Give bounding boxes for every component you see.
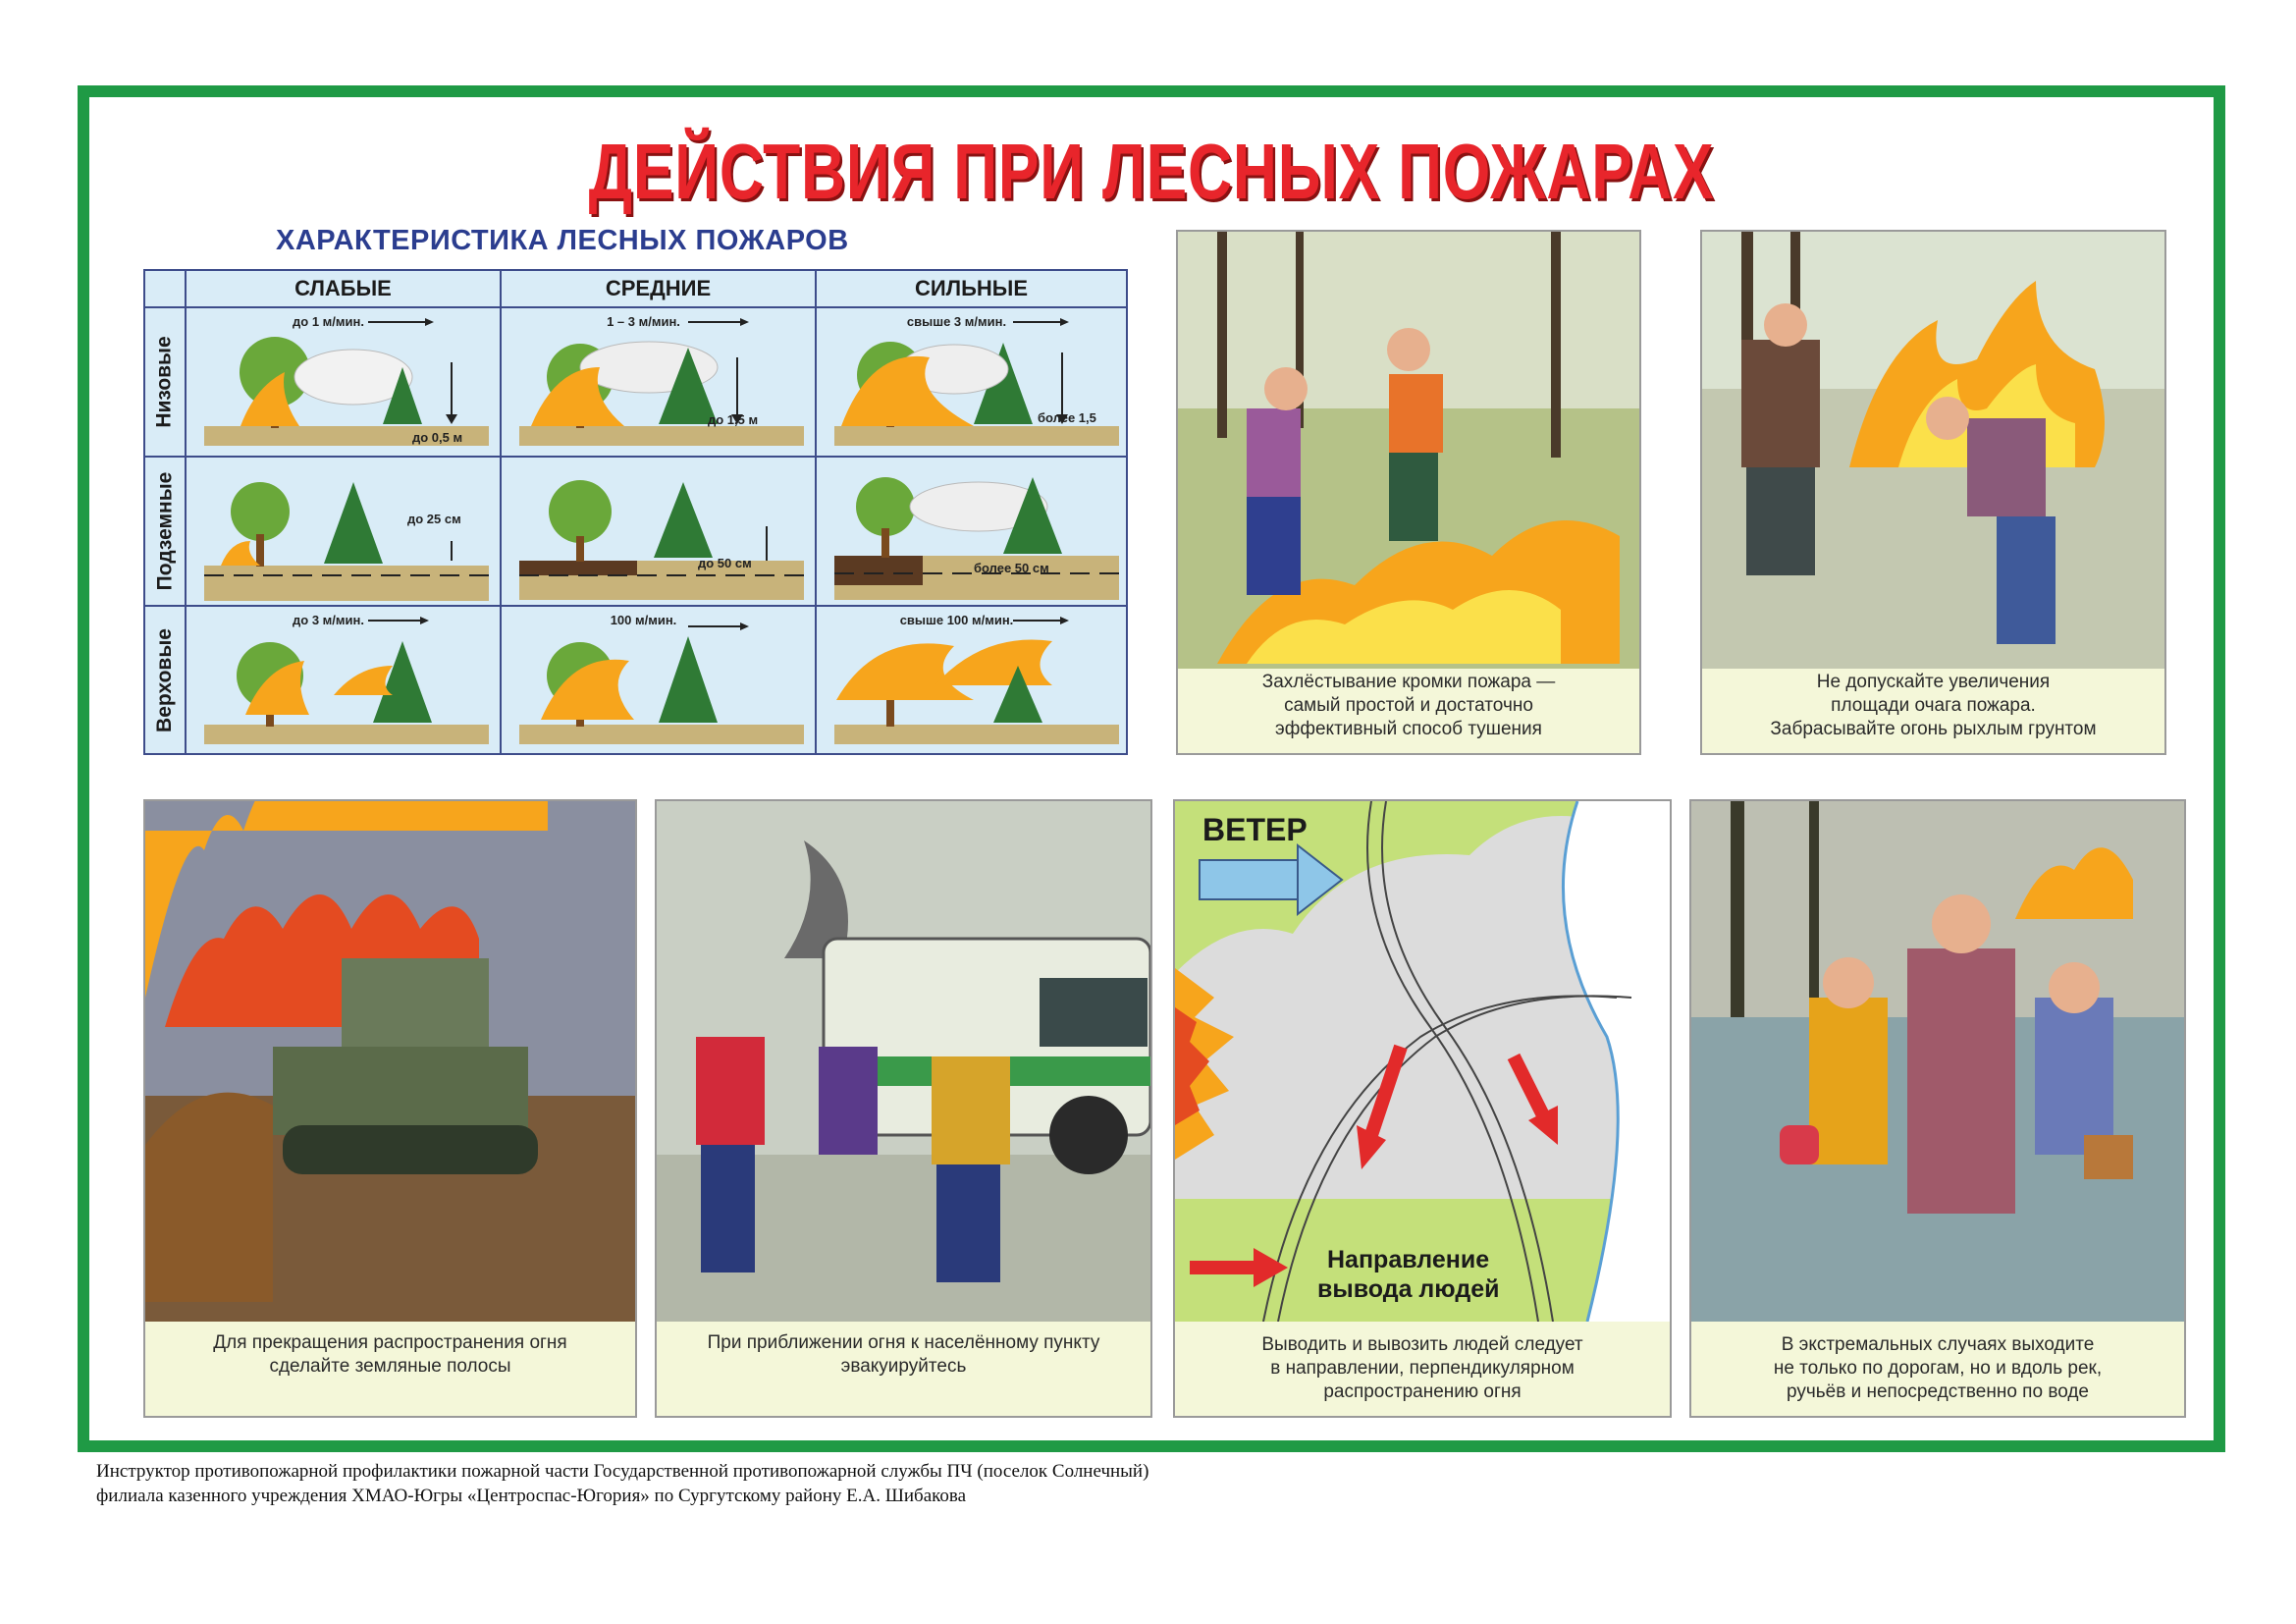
evacuate-illustration — [657, 801, 1150, 1322]
caption-map: Выводить и вывозить людей следует в направлении, перпендикулярном распространению огня — [1261, 1334, 1583, 1402]
fire-characteristics-table — [143, 269, 1128, 755]
speed-label: 100 м/мин. — [610, 613, 677, 627]
row-header-underground: Подземные — [145, 456, 185, 605]
column-header-weak: СЛАБЫЕ — [185, 271, 500, 306]
row-header-crown: Верховые — [145, 605, 185, 753]
evacuation-map — [1175, 801, 1670, 1322]
water-illustration — [1691, 801, 2184, 1322]
height-label: до 25 см — [407, 512, 461, 526]
speed-label: свыше 100 м/мин. — [899, 613, 1014, 627]
poster-title: ДЕЙСТВИЯ ПРИ ЛЕСНЫХ ПОЖАРАХ — [588, 128, 1715, 215]
tractor-illustration — [145, 801, 635, 1322]
caption-evacuate: При приближении огня к населённому пункту эвакуируйтесь — [707, 1332, 1100, 1377]
speed-label: до 3 м/мин. — [293, 613, 364, 627]
column-header-strong: СИЛЬНЫЕ — [815, 271, 1126, 306]
cell-underground-weak — [185, 456, 500, 605]
footer-line-2: филиала казенного учреждения ХМАО-Югры «Центроспас-Югория» по Сургутскому району Е.А. Шибакова — [96, 1486, 967, 1506]
caption-beating: Захлёстывание кромки пожара — самый простой и достаточно эффективный способ тушения — [1261, 672, 1556, 739]
row-header-surface: Низовые — [145, 306, 185, 456]
caption-water: В экстремальных случаях выходите не только по дорогам, но и вдоль рек, ручьёв и непосредственно по воде — [1773, 1334, 2103, 1402]
height-label: до 0,5 м — [412, 430, 463, 445]
height-label: более 50 см — [974, 561, 1049, 575]
footer-line-1: Инструктор противопожарной профилактики пожарной части Государственной противопожарной службы ПЧ (поселок Солнечный) — [96, 1461, 1149, 1482]
cell-surface-weak — [185, 306, 500, 456]
caption-tractor: Для прекращения распространения огня сделайте земляные полосы — [213, 1332, 567, 1377]
panel-beating-fire — [1176, 230, 1641, 755]
wind-label: ВЕТЕР — [1202, 812, 1308, 847]
cell-crown-weak — [185, 605, 500, 753]
soil-illustration — [1702, 232, 2164, 669]
panel-tractor — [143, 799, 637, 1418]
speed-label: свыше 3 м/мин. — [906, 314, 1007, 329]
panel-soil — [1700, 230, 2166, 755]
direction-label-line1: Направление — [1327, 1246, 1490, 1273]
direction-label-line2: вывода людей — [1317, 1275, 1500, 1303]
panel-evacuate — [655, 799, 1152, 1418]
beating-illustration — [1178, 232, 1639, 669]
cell-crown-medium — [500, 605, 815, 753]
height-label: до 1,5 м — [708, 412, 759, 427]
panel-evacuation-map — [1173, 799, 1672, 1418]
cell-surface-medium — [500, 306, 815, 456]
speed-label: 1 – 3 м/мин. — [607, 314, 680, 329]
cell-surface-strong — [815, 306, 1126, 456]
cell-crown-strong — [815, 605, 1126, 753]
speed-label: до 1 м/мин. — [293, 314, 364, 329]
height-label: до 50 см — [698, 556, 752, 570]
caption-soil: Не допускайте увеличения площади очага пожара. Забрасывайте огонь рыхлым грунтом — [1770, 672, 2097, 739]
height-label: более 1,5 — [1038, 410, 1096, 425]
table-subtitle: ХАРАКТЕРИСТИКА ЛЕСНЫХ ПОЖАРОВ — [276, 225, 849, 256]
cell-underground-medium — [500, 456, 815, 605]
panel-water — [1689, 799, 2186, 1418]
author-footer — [96, 1459, 1148, 1508]
poster-frame — [78, 85, 2225, 1452]
column-header-medium: СРЕДНИЕ — [500, 271, 815, 306]
cell-underground-strong — [815, 456, 1126, 605]
